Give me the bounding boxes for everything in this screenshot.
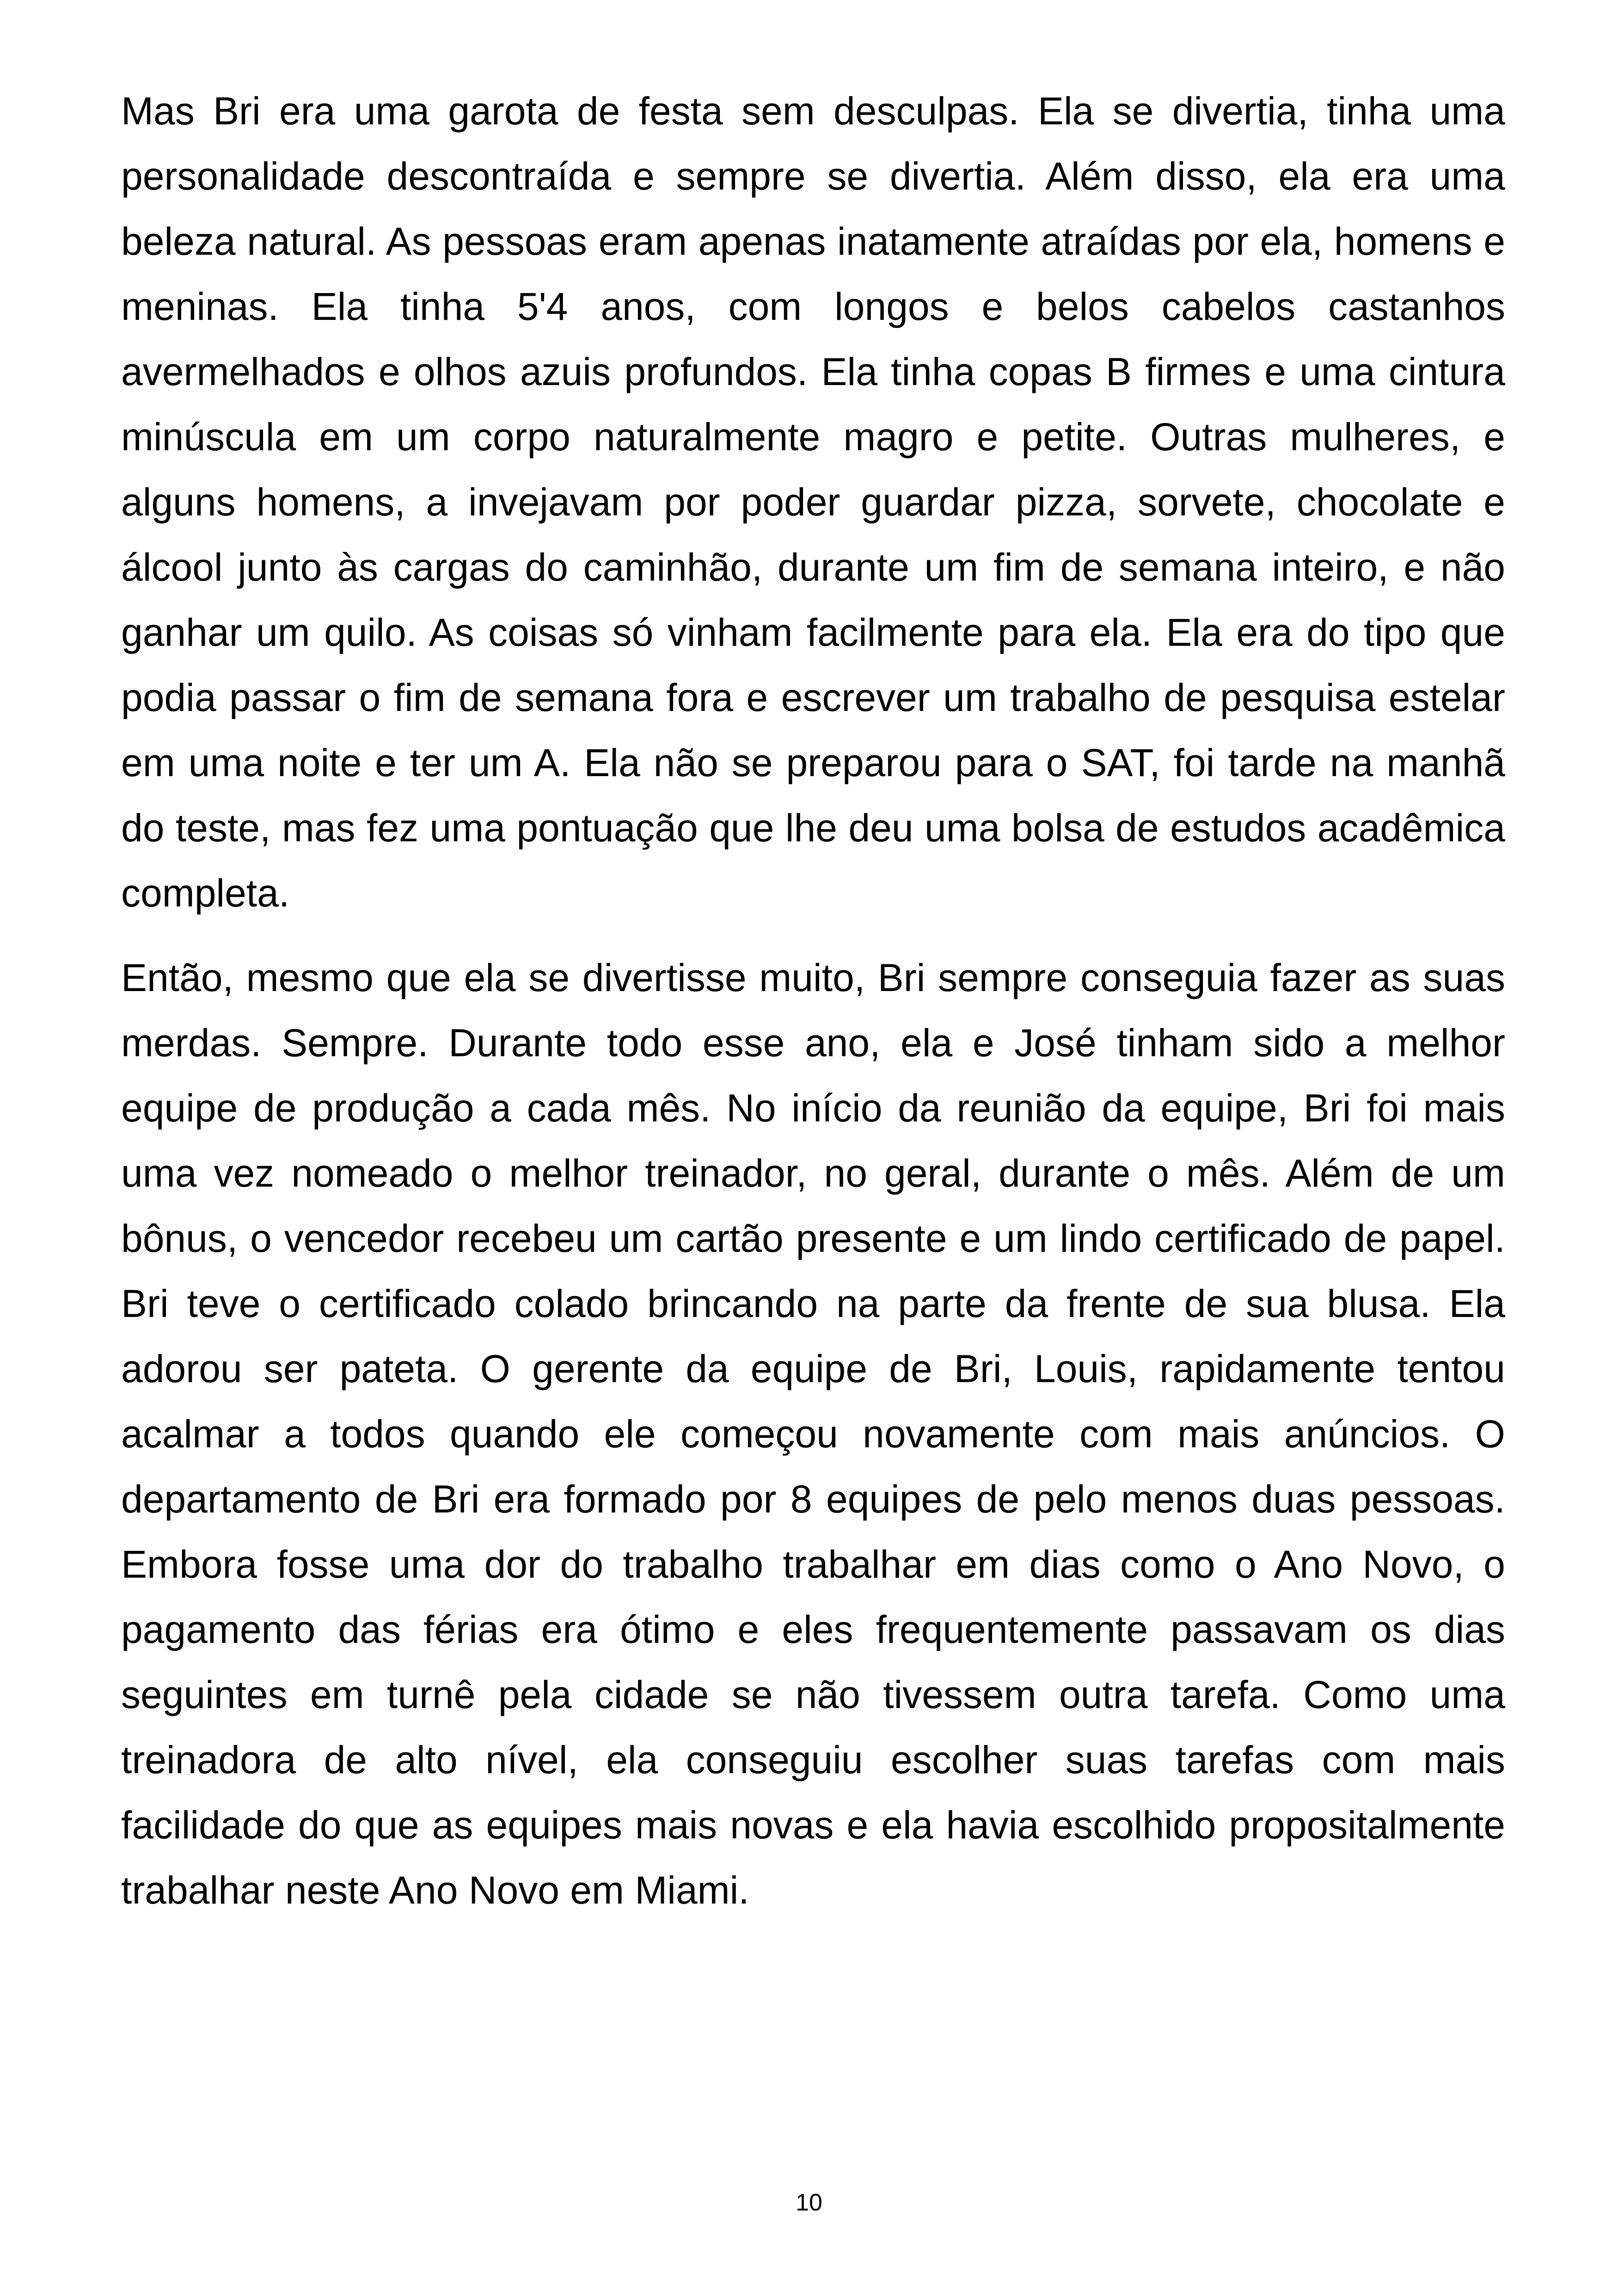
body-text [121, 79, 1505, 1942]
page-number: 10 [796, 2189, 822, 2216]
paragraph-2: Então, mesmo que ela se divertisse muito, Bri sempre conseguia fazer as suas merdas. Sempre. Durante todo esse ano, ela e José tinham sido a melhor equipe de produção a cada mês. No início da reunião da equipe, Bri foi mais uma vez nomeado o melhor treinador, no geral, durante o mês. Além de um bônus, o vencedor recebeu um cartão presente e um lindo certificado de papel. Bri teve o certificado colado brincando na parte da frente de sua blusa. Ela adorou ser pateta. O gerente da equipe de Bri, Louis, rapidamente tentou acalmar a todos quando ele começou novamente com mais anúncios. O departamento de Bri era formado por 8 equipes de pelo menos duas pessoas. Embora fosse uma dor do trabalho trabalhar em dias como o Ano Novo, o pagamento das férias era ótimo e eles frequentemente passavam os dias seguintes em turnê pela cidade se não tivessem outra tarefa. Como uma treinadora de alto nível, ela conseguiu escolher suas tarefas com mais facilidade do que as equipes mais novas e ela havia escolhido propositalmente trabalhar neste Ano Novo em Miami. [121, 956, 1505, 1912]
paragraph-1: Mas Bri era uma garota de festa sem desculpas. Ela se divertia, tinha uma personalidade descontraída e sempre se divertia. Além disso, ela era uma beleza natural. As pessoas eram apenas inatamente atraídas por ela, homens e meninas. Ela tinha 5'4 anos, com longos e belos cabelos castanhos avermelhados e olhos azuis profundos. Ela tinha copas B firmes e uma cintura minúscula em um corpo naturalmente magro e petite. Outras mulheres, e alguns homens, a invejavam por poder guardar pizza, sorvete, chocolate e álcool junto às cargas do caminhão, durante um fim de semana inteiro, e não ganhar um quilo. As coisas só vinham facilmente para ela. Ela era do tipo que podia passar o fim de semana fora e escrever um trabalho de pesquisa estelar em uma noite e ter um A. Ela não se preparou para o SAT, foi tarde na manhã do teste, mas fez uma pontuação que lhe deu uma bolsa de estudos acadêmica completa. [121, 89, 1505, 915]
